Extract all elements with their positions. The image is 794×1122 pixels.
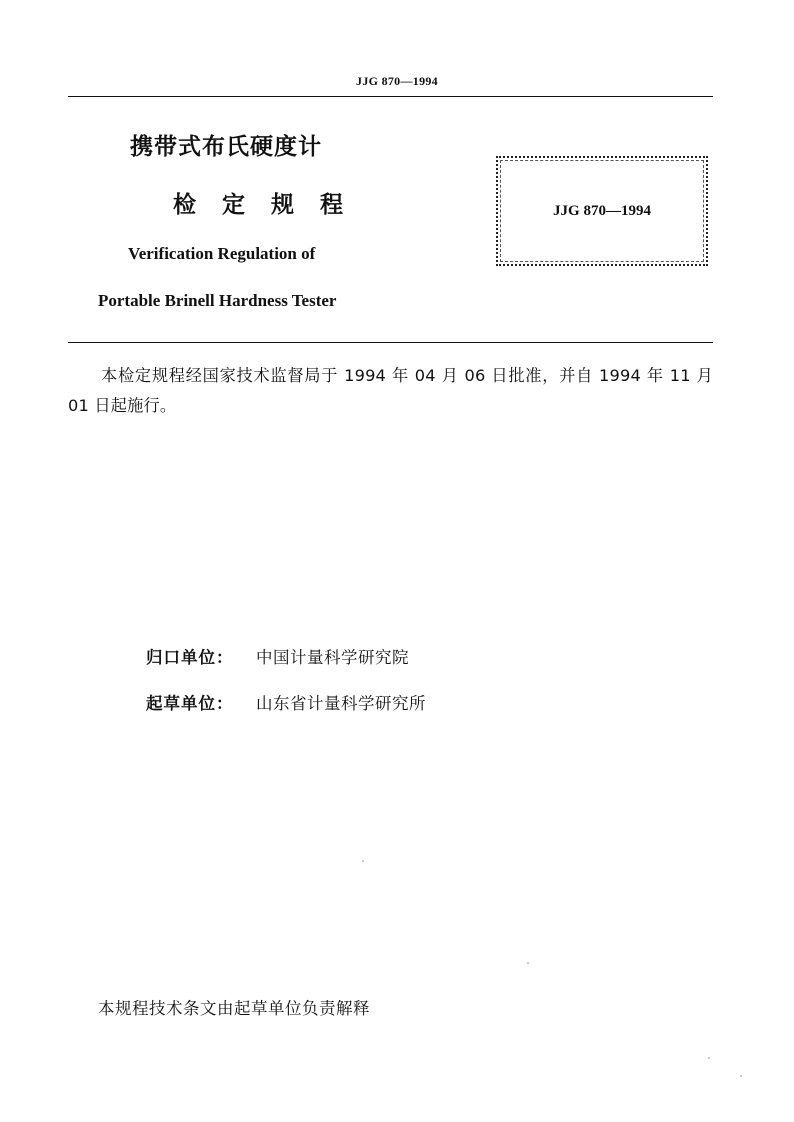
header-rule: [68, 96, 713, 97]
interpretation-note: 本规程技术条文由起草单位负责解释: [98, 999, 370, 1018]
drafting-unit-value: 山东省计量科学研究所: [256, 694, 426, 713]
scan-speck: [740, 1075, 742, 1077]
title-english-line-1: Verification Regulation of: [128, 244, 316, 263]
responsible-unit-row: [146, 644, 409, 668]
scan-speck: [708, 1057, 710, 1059]
section-rule: [68, 342, 713, 343]
subtitle-chinese: 检 定 规 程: [173, 192, 353, 218]
title-chinese: 携带式布氏硬度计: [130, 134, 322, 160]
approval-statement: 本检定规程经国家技术监督局于 1994 年 04 月 06 日批准，并自 1994 年 11 月 01 日起施行。: [68, 366, 713, 415]
title-english-line-2: Portable Brinell Hardness Tester: [98, 291, 337, 310]
header-standard-code: JJG 870—1994: [356, 74, 438, 88]
responsible-unit-label: 归口单位：: [146, 648, 234, 667]
scan-speck: [527, 962, 529, 964]
responsible-unit-value: 中国计量科学研究院: [256, 648, 409, 667]
drafting-unit-row: [146, 690, 426, 714]
standard-code-box-text: JJG 870—1994: [553, 203, 651, 219]
scan-speck: [362, 860, 364, 862]
standard-code-box: [496, 156, 708, 266]
drafting-unit-label: 起草单位：: [146, 694, 234, 713]
